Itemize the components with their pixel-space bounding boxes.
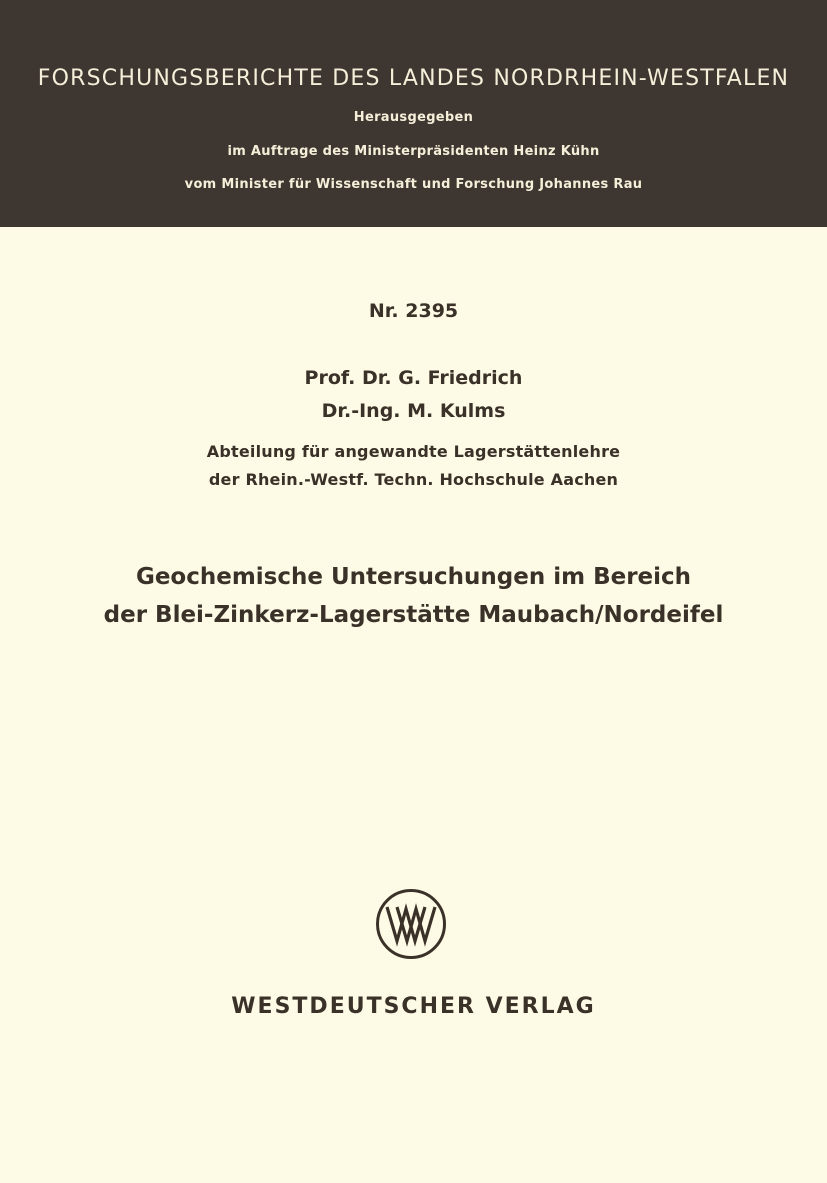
editor-line-3: vom Minister für Wissenschaft und Forschung Johannes Rau [184,177,643,192]
affiliation-line-2: der Rhein.-Westf. Techn. Hochschule Aachen [208,470,619,489]
header-band [0,0,827,227]
series-title: FORSCHUNGSBERICHTE DES LANDES NORDRHEIN-WESTFALEN [37,66,790,91]
publisher-name: WESTDEUTSCHER VERLAG [231,994,596,1019]
report-number: Nr. 2395 [368,300,459,322]
editor-line-1: Herausgegeben [353,110,474,125]
book-title-line-1: Geochemische Untersuchungen im Bereich [135,564,692,590]
book-title-line-2: der Blei-Zinkerz-Lagerstätte Maubach/Nordeifel [103,602,724,628]
ww-circle-logo-icon [375,888,447,960]
editor-line-2: im Auftrage des Ministerpräsidenten Heinz Kühn [227,144,600,159]
author-2: Dr.-Ing. M. Kulms [321,400,506,422]
affiliation-line-1: Abteilung für angewandte Lagerstättenlehre [206,442,621,461]
author-1: Prof. Dr. G. Friedrich [304,367,523,389]
